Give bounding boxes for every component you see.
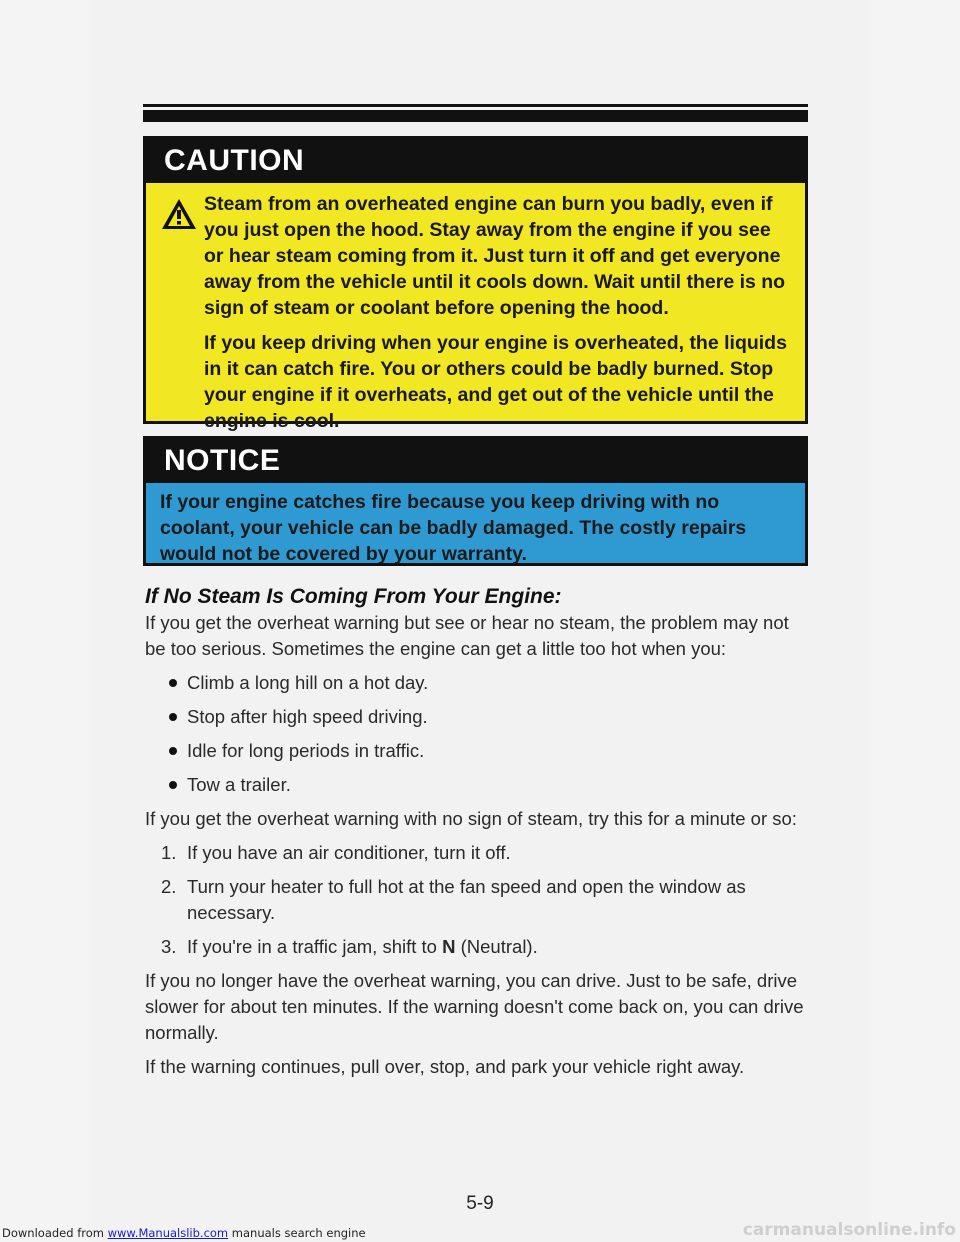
step-item [161, 840, 805, 866]
steps-intro: If you get the overheat warning with no sign of steam, try this for a minute or so: [145, 808, 797, 829]
manualslib-link[interactable]: www.Manualslib.com [107, 1226, 229, 1240]
neutral-key: N [442, 936, 456, 957]
list-item [169, 738, 805, 764]
notice-box [143, 436, 808, 566]
caution-box [143, 136, 808, 432]
header-rule-thick [143, 110, 808, 122]
bullet-icon [169, 713, 177, 721]
footer-suffix: manuals search engine [231, 1226, 366, 1240]
bullet-text: Idle for long periods in traffic. [187, 740, 425, 761]
download-footer [2, 1226, 366, 1240]
step-text [187, 934, 538, 960]
bullet-icon [169, 747, 177, 755]
step-text: If you have an air conditioner, turn it off. [187, 842, 511, 863]
bullet-text: Tow a trailer. [187, 774, 291, 795]
list-item [169, 670, 805, 696]
section-heading: If No Steam Is Coming From Your Engine: [145, 585, 562, 608]
header-rule-thin [143, 104, 808, 107]
step-number: 1. [161, 842, 177, 863]
caution-body [146, 183, 805, 434]
caution-paragraph-1: Steam from an overheated engine can burn you badly, even if you just open the hood. Stay away from the engine if you see or hear steam coming from it. Just turn it off and get everyone away from the vehicle until it cools down. Wait until there is no sign of steam or coolant before opening the hood. [204, 193, 786, 319]
notice-title: NOTICE [146, 439, 805, 483]
step-text-after: (Neutral). [460, 936, 538, 957]
step-item [161, 934, 805, 960]
list-item [169, 704, 805, 730]
bullet-text: Stop after high speed driving. [187, 706, 428, 727]
step-text-before: If you're in a traffic jam, shift to [187, 936, 437, 957]
caution-title: CAUTION [146, 139, 805, 183]
bullet-icon [169, 781, 177, 789]
paragraph-drive-safe: If you no longer have the overheat warning, you can drive. Just to be safe, drive slower for about ten minutes. If the warning doesn't come back on, you can drive normally. [145, 970, 804, 1043]
notice-body [146, 483, 805, 567]
step-number: 2. [161, 876, 177, 897]
paragraph-warning-continues: If the warning continues, pull over, stop, and park your vehicle right away. [145, 1056, 745, 1077]
steps-list [145, 840, 805, 960]
footer-prefix: Downloaded from [2, 1226, 104, 1240]
warning-triangle-icon [160, 197, 198, 231]
notice-text: If your engine catches fire because you keep driving with no coolant, your vehicle can be badly damaged. The costly repairs would not be covered by your warranty. [160, 491, 747, 565]
bullet-icon [169, 679, 177, 687]
list-item [169, 772, 805, 798]
bullet-list [145, 670, 805, 798]
page-number: 5-9 [466, 1193, 494, 1214]
bullet-text: Climb a long hill on a hot day. [187, 672, 429, 693]
section-intro: If you get the overheat warning but see or hear no steam, the problem may not be too serious. Sometimes the engine can get a little too hot when you: [145, 612, 789, 659]
caution-paragraph-2: If you keep driving when your engine is overheated, the liquids in it can catch fire. You or others could be badly burned. Stop your engine if it overheats, and get out of the vehicle until the engine is cool. [204, 332, 787, 432]
step-number: 3. [161, 936, 177, 957]
watermark: carmanualsonline.info [742, 1220, 956, 1240]
step-item [161, 874, 805, 926]
step-text: Turn your heater to full hot at the fan speed and open the window as necessary. [187, 876, 746, 923]
section-content [145, 584, 805, 1088]
